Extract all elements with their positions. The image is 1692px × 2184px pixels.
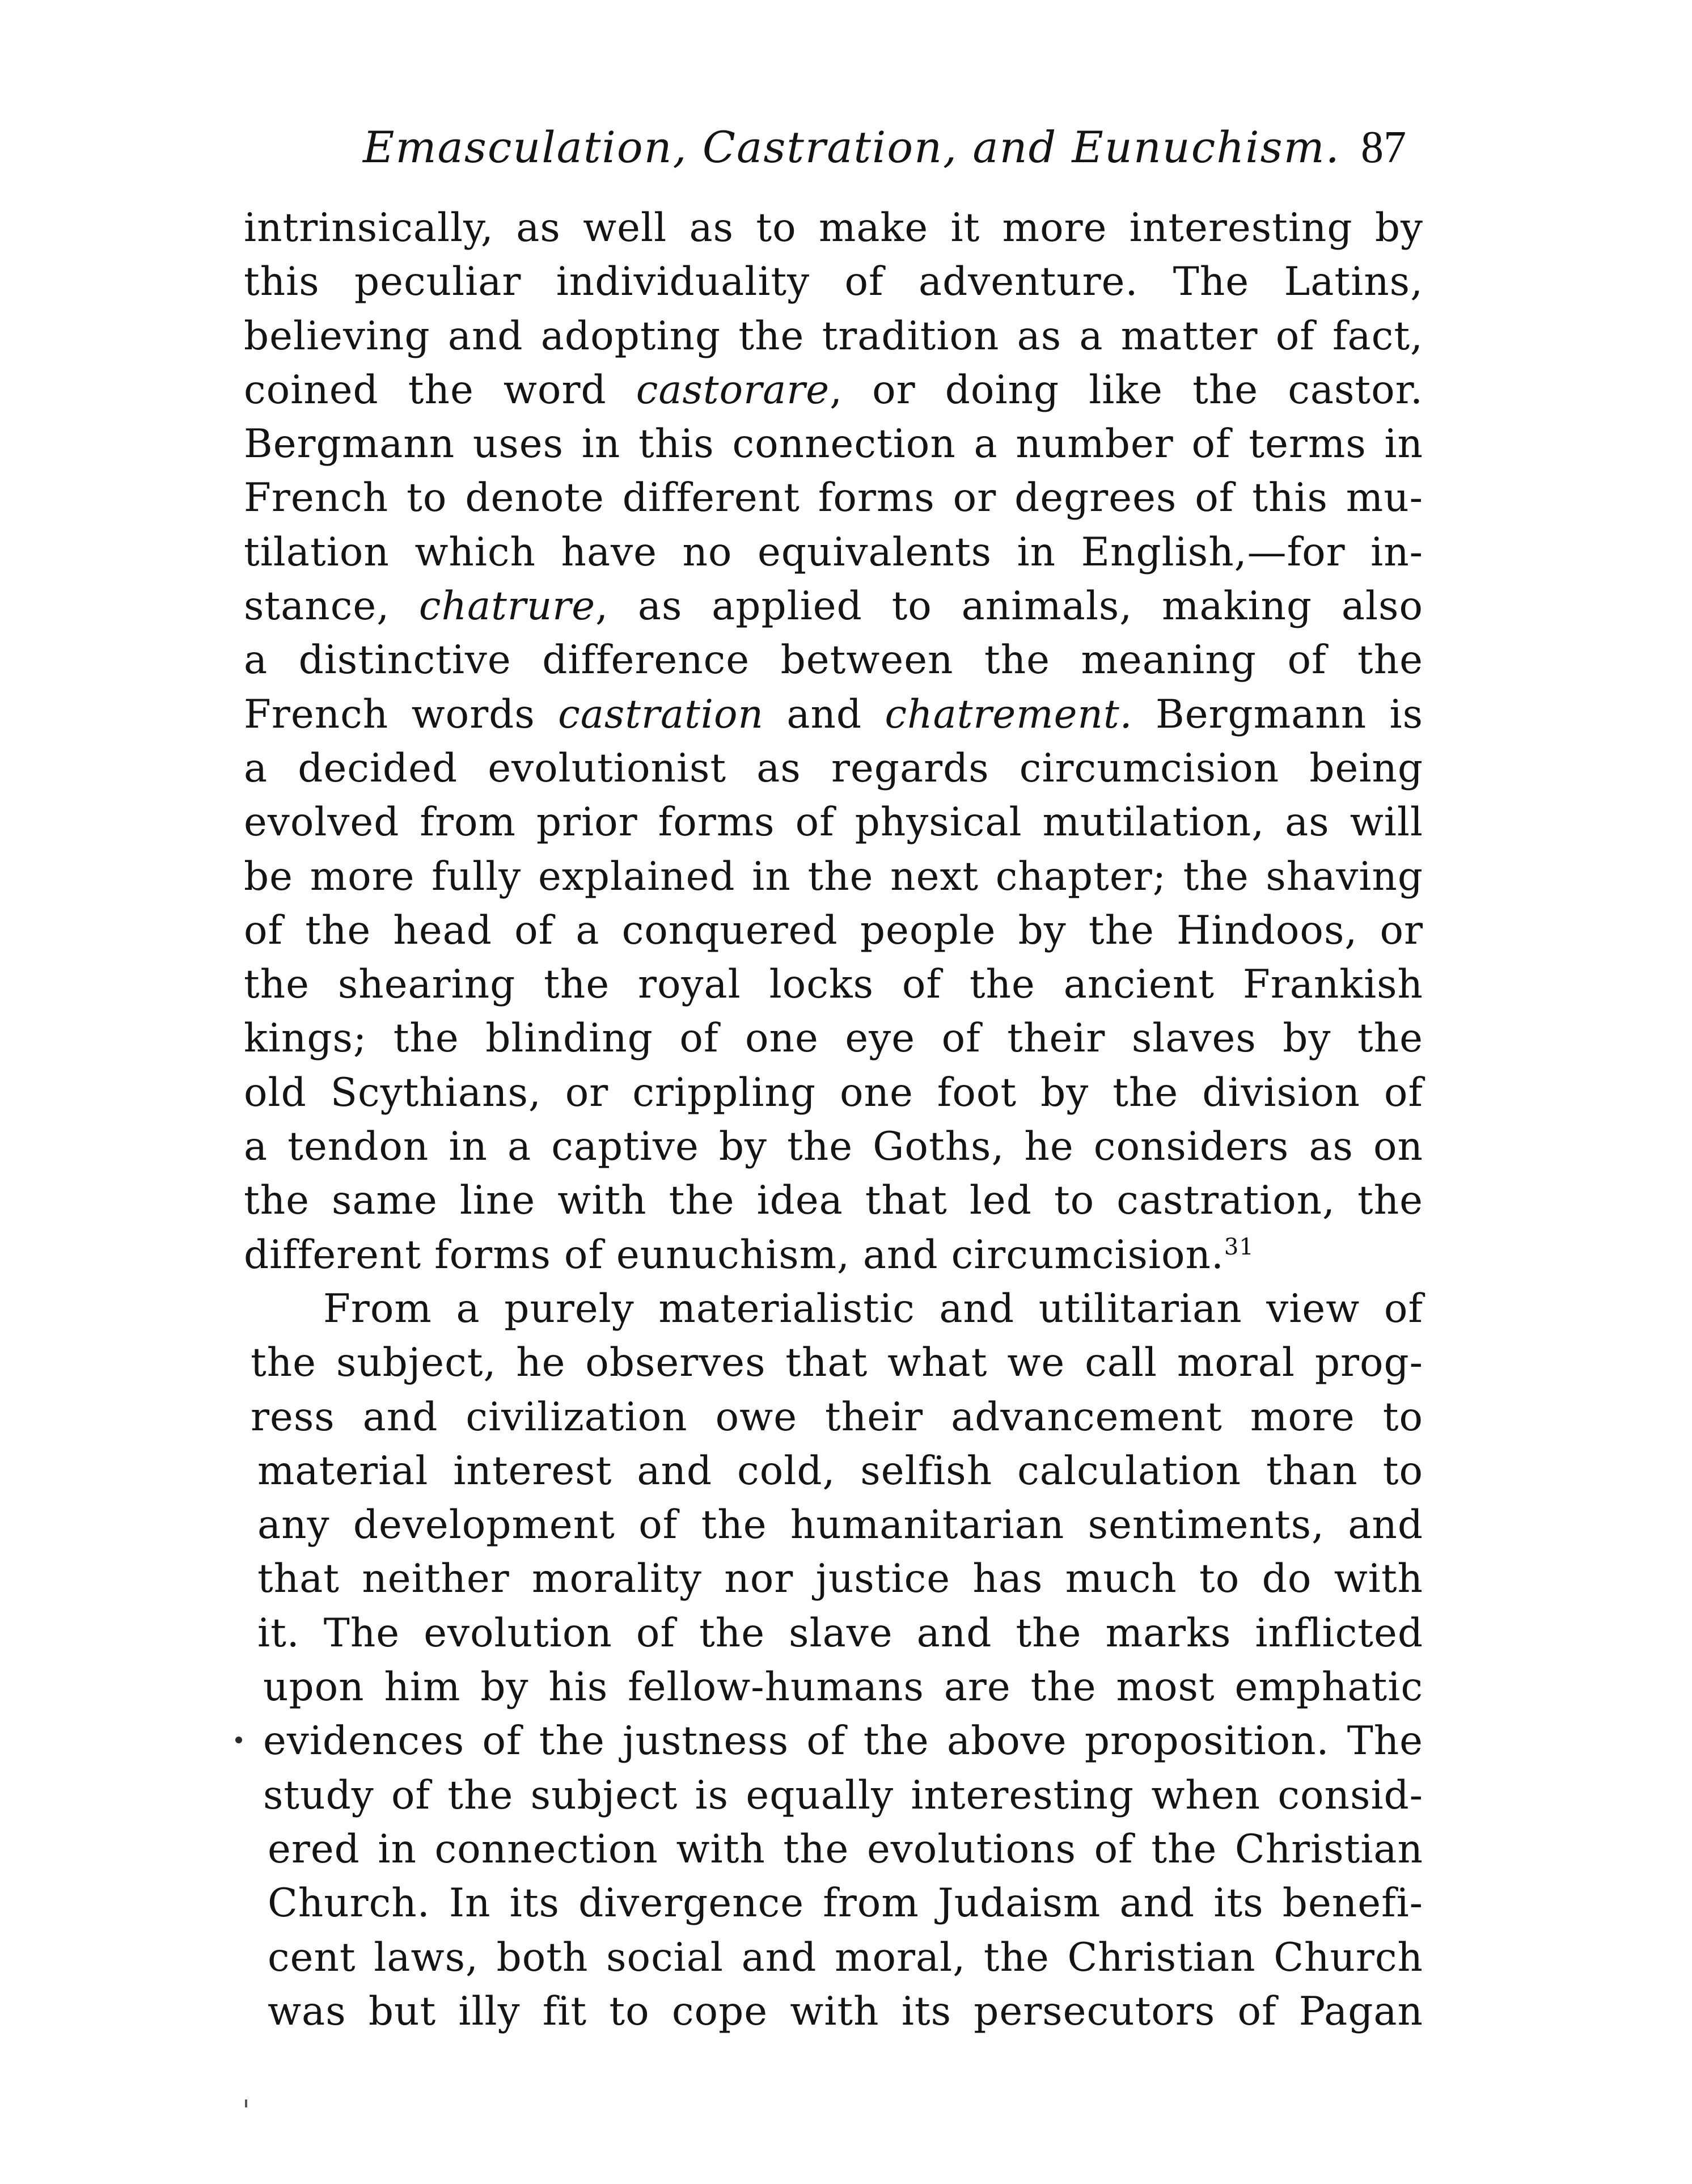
body-text (244, 201, 1423, 2039)
italic-term: castorare (636, 367, 830, 413)
text-line: it. The evolution of the slave and the marks inflicted (257, 1610, 1423, 1656)
text-line: stance, chatrure, as applied to animals, making also (244, 584, 1424, 630)
text-line: kings; the blinding of one eye of their slaves by the (244, 1016, 1423, 1062)
text-line: study of the subject is equally interesting when consid- (263, 1772, 1423, 1818)
text-line: French words castration and chatrement. Bergmann is (244, 691, 1423, 737)
text-line: Bergmann uses in this connection a number of terms in (244, 421, 1423, 467)
text-line: evidences of the justness of the above proposition. The (263, 1718, 1423, 1764)
text-line: was but illy fit to cope with its persecutors of Pagan (268, 1988, 1423, 2034)
text-line: of the head of a conquered people by the Hindoos, or (244, 907, 1423, 953)
text-line: a distinctive difference between the meaning of the (244, 637, 1423, 683)
text-line: different forms of eunuchism, and circumcision.$^{31}$ (244, 1232, 1254, 1278)
text-line: any development of the humanitarian sentiments, and (257, 1502, 1423, 1548)
text-line: this peculiar individuality of adventure. The Latins, (244, 259, 1423, 305)
italic-term: chatrement. (885, 691, 1133, 737)
footnote-marker: 31 (1224, 1233, 1254, 1260)
text-line: the subject, he observes that what we call moral prog- (251, 1340, 1423, 1386)
text-line: upon him by his fellow-humans are the most emphatic (263, 1665, 1423, 1710)
italic-term: chatrure (418, 584, 596, 630)
text-line: be more fully explained in the next chapter; the shaving (244, 854, 1423, 899)
italic-term: castration (558, 691, 764, 737)
text-line: ress and civilization owe their advancement more to (251, 1394, 1423, 1440)
text-line: intrinsically, as well as to make it more interesting by (244, 205, 1423, 251)
text-line: a decided evolutionist as regards circumcision being (244, 745, 1423, 791)
page-number: 87 (1361, 122, 1406, 172)
text-line: French to denote different forms or degrees of this mu- (244, 475, 1423, 521)
running-head (363, 113, 1406, 181)
text-line: From a purely materialistic and utilitarian view of (323, 1286, 1423, 1332)
text-line: material interest and cold, selfish calculation than to (257, 1448, 1423, 1494)
text-line: ered in connection with the evolutions of the Christian (268, 1826, 1423, 1872)
text-line: Church. In its divergence from Judaism and its benefi- (268, 1881, 1423, 1927)
running-title: Emasculation, Castration, and Eunuchism. (363, 122, 1340, 172)
margin-mark (245, 2099, 247, 2107)
text-line: a tendon in a captive by the Goths, he considers as on (244, 1124, 1423, 1170)
text-line: old Scythians, or crippling one foot by the division of (244, 1070, 1423, 1116)
text-line: tilation which have no equivalents in English,—for in- (244, 529, 1423, 575)
text-line: coined the word castorare, or doing like the castor. (244, 367, 1423, 413)
text-line: the same line with the idea that led to castration, the (244, 1178, 1423, 1224)
margin-mark (235, 1737, 242, 1743)
text-line: that neither morality nor justice has much to do with (257, 1556, 1423, 1602)
text-line: the shearing the royal locks of the ancient Frankish (244, 962, 1423, 1008)
text-line: cent laws, both social and moral, the Christian Church (268, 1934, 1423, 1980)
text-line: believing and adopting the tradition as a matter of fact, (244, 313, 1423, 359)
text-line: evolved from prior forms of physical mutilation, as will (244, 800, 1423, 846)
